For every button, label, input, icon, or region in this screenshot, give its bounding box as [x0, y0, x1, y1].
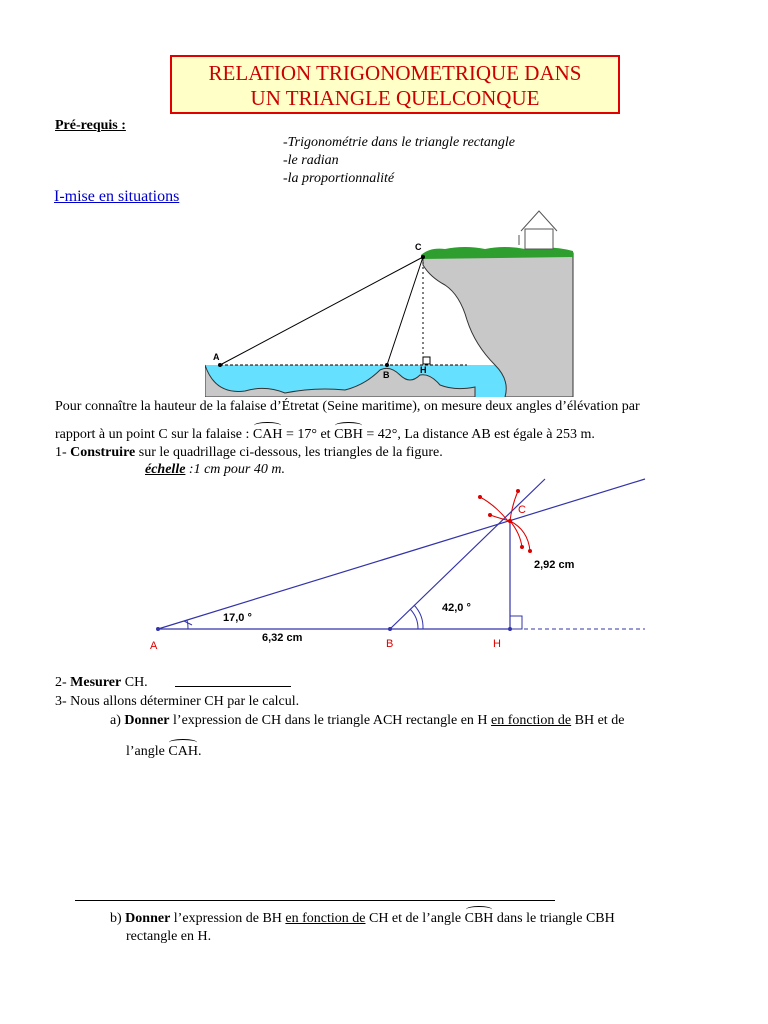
label-h: H	[493, 638, 501, 650]
intro-line-2: rapport à un point C sur la falaise : CAH = 17° et CBH = 42°, La distance AB est égale à 253 m.	[55, 427, 595, 442]
label-h: H	[420, 365, 427, 375]
angle-cah: CAH	[252, 427, 283, 442]
prereq-item-1: -Trigonométrie dans le triangle rectangle	[283, 135, 516, 150]
angle-cbh: CBH	[334, 427, 363, 442]
label-a: A	[150, 640, 158, 652]
line-ac	[158, 479, 645, 629]
arc-angle-b	[410, 609, 418, 629]
angle-a-value: 17,0 °	[223, 612, 252, 624]
title-line-1: RELATION TRIGONOMETRIQUE DANS	[208, 61, 582, 85]
label-b: B	[386, 638, 394, 650]
question-3a-line-2: l’angle CAH.	[126, 744, 202, 759]
intro-line-1: Pour connaître la hauteur de la falaise d’Étretat (Seine maritime), on mesure deux angles d’élévation par	[55, 399, 640, 414]
construction-figure	[110, 475, 670, 655]
title-line-2: UN TRIANGLE QUELCONQUE	[250, 86, 540, 110]
answer-line-3a[interactable]	[75, 900, 555, 901]
label-c: C	[518, 504, 526, 516]
question-1: 1- Construire sur le quadrillage ci-dessous, les triangles de la figure.	[55, 445, 443, 460]
prereq-label: Pré-requis :	[55, 118, 126, 133]
arc-angle-a	[187, 620, 188, 629]
question-3b-line-2: rectangle en H.	[126, 929, 212, 944]
angle-b-value: 42,0 °	[442, 602, 471, 614]
angle-cah-q3: CAH	[168, 744, 198, 759]
question-3: 3- Nous allons déterminer CH par le calcul.	[55, 694, 300, 709]
section-heading[interactable]: I-mise en situations	[54, 188, 180, 205]
cliff-illustration	[205, 205, 575, 397]
label-a: A	[213, 352, 220, 362]
title-box	[170, 55, 620, 114]
prereq-item-3: -la proportionnalité	[283, 171, 395, 186]
angle-cbh-q3: CBH	[464, 911, 494, 926]
question-2: 2- Mesurer CH.	[55, 675, 148, 690]
question-3a: a) Donner l’expression de CH dans le triangle ACH rectangle en H en fonction de BH et de	[110, 713, 625, 728]
scale-note: échelle :1 cm pour 40 m.	[145, 462, 285, 477]
question-3b: b) Donner l’expression de BH en fonction de CH et de l’angle CBH dans le triangle CBH	[110, 911, 615, 926]
label-c: C	[415, 242, 422, 252]
distance-ch: 2,92 cm	[534, 559, 575, 571]
right-angle-mark	[423, 357, 430, 364]
answer-line-ch[interactable]	[175, 686, 291, 687]
label-b: B	[383, 370, 390, 380]
distance-ab: 6,32 cm	[262, 632, 303, 644]
house-icon	[519, 211, 557, 249]
prereq-item-2: -le radian	[283, 153, 339, 168]
right-angle-mark	[510, 616, 522, 629]
